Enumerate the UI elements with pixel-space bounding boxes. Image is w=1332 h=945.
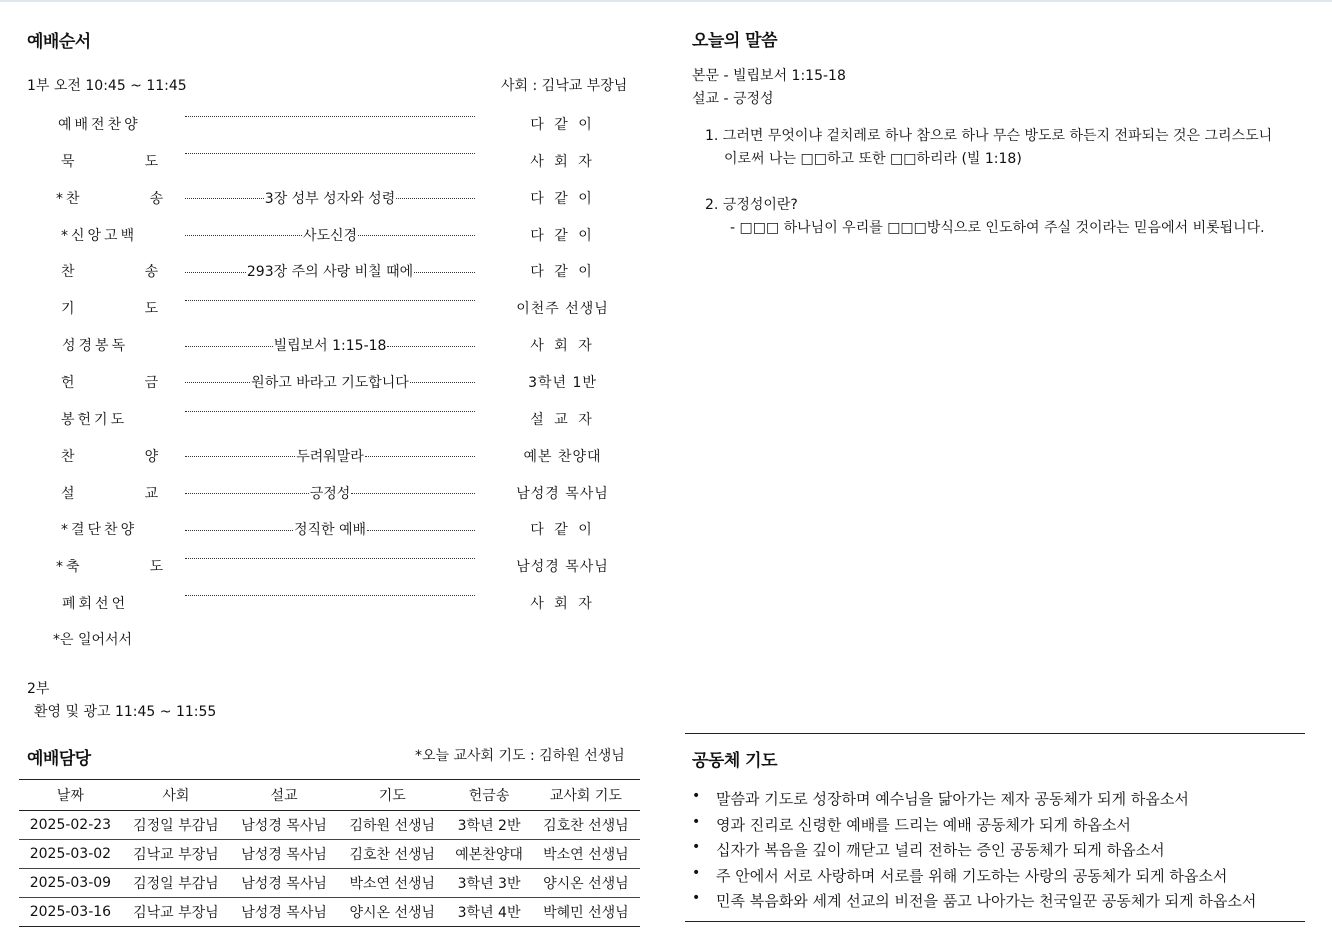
order-item-person: 다 같 이 [530,264,595,281]
order-item-leader [185,483,475,503]
order-item-leader [185,446,475,466]
dot-leader [185,558,475,559]
duty-cell: 2025-03-02 [19,840,122,869]
point2-line: - □□□ 하나님이 우리를 □□□방식으로 인도하여 주실 것이라는 믿음에서 비롯됩니다. [730,220,1265,236]
part2-detail: 환영 및 광고 11:45 ~ 11:55 [34,704,217,720]
duty-cell: 박소연 선생님 [338,869,446,898]
duty-header-sermon: 설교 [230,780,338,811]
order-item-person: 남성경 목사님 [516,485,609,502]
duty-cell: 예본찬양대 [446,840,531,869]
duty-row [19,811,640,840]
community-prayer-text: 십자가 복음을 깊이 깨닫고 널리 전하는 증인 공동체가 되게 하옵소서 [716,841,1165,859]
duty-cell: 김정일 부감님 [122,811,230,840]
duty-cell: 2025-03-09 [19,869,122,898]
order-item-detail: 293장 주의 사랑 비칠 때에 [246,264,414,281]
dot-leader [185,530,293,531]
dot-leader [358,235,475,236]
duty-cell: 김호찬 선생님 [532,811,640,840]
duty-header-date: 날짜 [19,780,122,811]
community-prayer-item [692,788,1256,814]
duty-cell: 2025-02-23 [19,811,122,840]
order-row [0,519,660,556]
duty-header-host: 사회 [122,780,230,811]
community-prayer-text: 민족 복음화와 세계 선교의 비전을 품고 나아가는 천국일꾼 공동체가 되게 하옵소서 [716,892,1257,910]
order-item-leader [185,335,475,355]
order-row [0,446,660,483]
order-item-leader [185,372,475,392]
dot-leader [387,346,475,347]
order-item-person: 다 같 이 [530,227,595,244]
order-item-person: 사 회 자 [530,338,595,355]
order-row [0,114,660,151]
order-item-person: 다 같 이 [530,190,595,207]
bullet-icon: • [692,788,701,804]
order-item-name: 묵 도 [61,153,162,170]
order-row [0,483,660,520]
order-item-leader [185,593,475,596]
dot-leader [185,198,264,199]
order-item-name: *찬 송 [56,190,167,207]
order-row [0,335,660,372]
order-row [0,188,660,225]
bullet-icon: • [692,839,701,855]
bullet-icon: • [692,890,701,906]
duty-cell: 박혜민 선생님 [532,898,640,927]
community-prayer-item [692,865,1256,891]
word-text: 본문 - 빌립보서 1:15-18 [692,68,846,84]
duty-cell: 남성경 목사님 [230,898,338,927]
duty-title: 예배담당 [27,749,91,769]
part2-label: 2부 [27,681,50,697]
order-item-detail: 빌립보서 1:15-18 [273,338,387,355]
order-item-name: 예배전찬양 [58,117,141,133]
order-item-detail: 사도신경 [302,227,358,244]
order-item-name: 폐회선언 [62,596,129,613]
duty-cell: 김정일 부감님 [122,869,230,898]
order-item-detail: 긍정성 [309,485,351,502]
order-item-person: 다 같 이 [530,117,595,133]
order-item-name: *결단찬양 [61,522,138,539]
order-row [0,298,660,335]
order-item-detail: 두려워말라 [296,448,364,465]
order-item-detail: 3장 성부 성자와 성령 [264,190,396,207]
duty-cell: 양시온 선생님 [338,898,446,927]
standing-note: *은 일어서서 [53,632,133,648]
dot-leader [410,382,475,383]
order-item-person: 설 교 자 [530,411,595,428]
dot-leader [185,493,309,494]
duty-cell: 양시온 선생님 [532,869,640,898]
order-item-person: 예본 찬양대 [523,448,602,465]
order-item-detail: 정직한 예배 [293,522,367,539]
community-prayer-item [692,814,1256,840]
dot-leader [185,456,295,457]
order-item-name: 찬 송 [61,264,162,281]
order-item-person: 사 회 자 [530,153,595,170]
order-row [0,151,660,188]
order-item-name: 기 도 [61,301,162,318]
bullet-icon: • [692,864,701,881]
order-item-name: 헌 금 [61,374,162,391]
order-item-leader [185,151,475,154]
order-title: 예배순서 [27,32,91,52]
community-prayer-text: 말씀과 기도로 성장하며 예수님을 닮아가는 제자 공동체가 되게 하옵소서 [716,790,1189,808]
part1-time: 1부 오전 10:45 ~ 11:45 [27,78,187,94]
order-item-leader [185,409,475,412]
order-item-leader [185,114,475,117]
duty-cell: 남성경 목사님 [230,869,338,898]
duty-cell: 남성경 목사님 [230,840,338,869]
duty-cell: 3학년 3반 [446,869,531,898]
duty-table [19,779,640,927]
duty-cell: 김호찬 선생님 [338,840,446,869]
community-title: 공동체 기도 [692,751,778,771]
order-item-leader [185,261,475,281]
duty-header-prayer: 기도 [338,780,446,811]
duty-cell: 3학년 4반 [446,898,531,927]
order-item-person: 사 회 자 [530,596,595,613]
order-row [0,409,660,446]
teacher-prayer-note: *오늘 교사회 기도 : 김하원 선생님 [415,748,625,764]
dot-leader [396,198,475,199]
duty-cell: 박소연 선생님 [532,840,640,869]
order-row [0,593,660,630]
dot-leader [185,153,475,154]
order-item-person: 이천주 선생님 [516,301,609,318]
community-top-rule [685,733,1305,734]
community-prayer-item [692,839,1256,865]
dot-leader [367,530,475,531]
order-row [0,225,660,262]
dot-leader [185,411,475,412]
order-item-leader [185,556,475,559]
order-item-leader [185,519,475,539]
duty-cell: 3학년 2반 [446,811,531,840]
duty-cell: 김낙교 부장님 [122,898,230,927]
duty-row [19,840,640,869]
dot-leader [351,493,475,494]
order-item-detail: 원하고 바라고 기도합니다 [251,374,409,391]
duty-row [19,898,640,927]
dot-leader [365,456,475,457]
community-prayer-item [692,890,1256,916]
dot-leader [185,595,475,596]
point1-line1: 1. 그러면 무엇이냐 겉치레로 하나 참으로 하나 무슨 방도로 하든지 전파되는 것은 그리스도니 [705,128,1273,144]
bullet-icon: • [692,813,701,830]
dot-leader [414,272,475,273]
order-item-name: 설 교 [61,485,162,502]
point2-title: 2. 긍정성이란? [705,197,798,213]
order-row [0,372,660,409]
community-prayer-list [692,788,1256,916]
order-item-leader [185,225,475,245]
duty-cell: 2025-03-16 [19,898,122,927]
duty-cell: 남성경 목사님 [230,811,338,840]
order-item-leader [185,188,475,208]
dot-leader [185,235,302,236]
dot-leader [185,116,475,117]
word-preacher: 설교 - 긍정성 [692,91,774,107]
dot-leader [185,382,250,383]
community-prayer-text: 영과 진리로 신령한 예배를 드리는 예배 공동체가 되게 하옵소서 [716,815,1131,834]
duty-header-offering-song: 헌금송 [446,780,531,811]
order-item-person: 남성경 목사님 [516,559,609,576]
community-prayer-text: 주 안에서 서로 사랑하며 서로를 위해 기도하는 사랑의 공동체가 되게 하옵소서 [716,866,1228,885]
order-item-name: *축 도 [56,559,167,576]
duty-cell: 김하원 선생님 [338,811,446,840]
dot-leader [185,300,475,301]
community-bottom-rule [685,921,1305,922]
dot-leader [185,346,273,347]
duty-cell: 김낙교 부장님 [122,840,230,869]
order-item-name: *신앙고백 [61,227,138,244]
order-row [0,556,660,593]
point1-line2: 이로써 나는 □□하고 또한 □□하리라 (빌 1:18) [724,151,1022,167]
word-title: 오늘의 말씀 [692,31,778,51]
order-item-name: 봉헌기도 [61,411,128,428]
order-row [0,261,660,298]
host-label: 사회 : 김낙교 부장님 [501,78,628,94]
order-item-name: 찬 양 [61,448,162,465]
duty-header-teacher-prayer: 교사회 기도 [532,780,640,811]
dot-leader [185,272,246,273]
order-item-name: 성경봉독 [62,338,129,355]
order-item-leader [185,298,475,301]
order-item-person: 3학년 1반 [528,374,597,391]
order-item-person: 다 같 이 [530,522,595,539]
duty-header-row [19,780,640,811]
duty-row [19,869,640,898]
top-border [0,0,1332,2]
